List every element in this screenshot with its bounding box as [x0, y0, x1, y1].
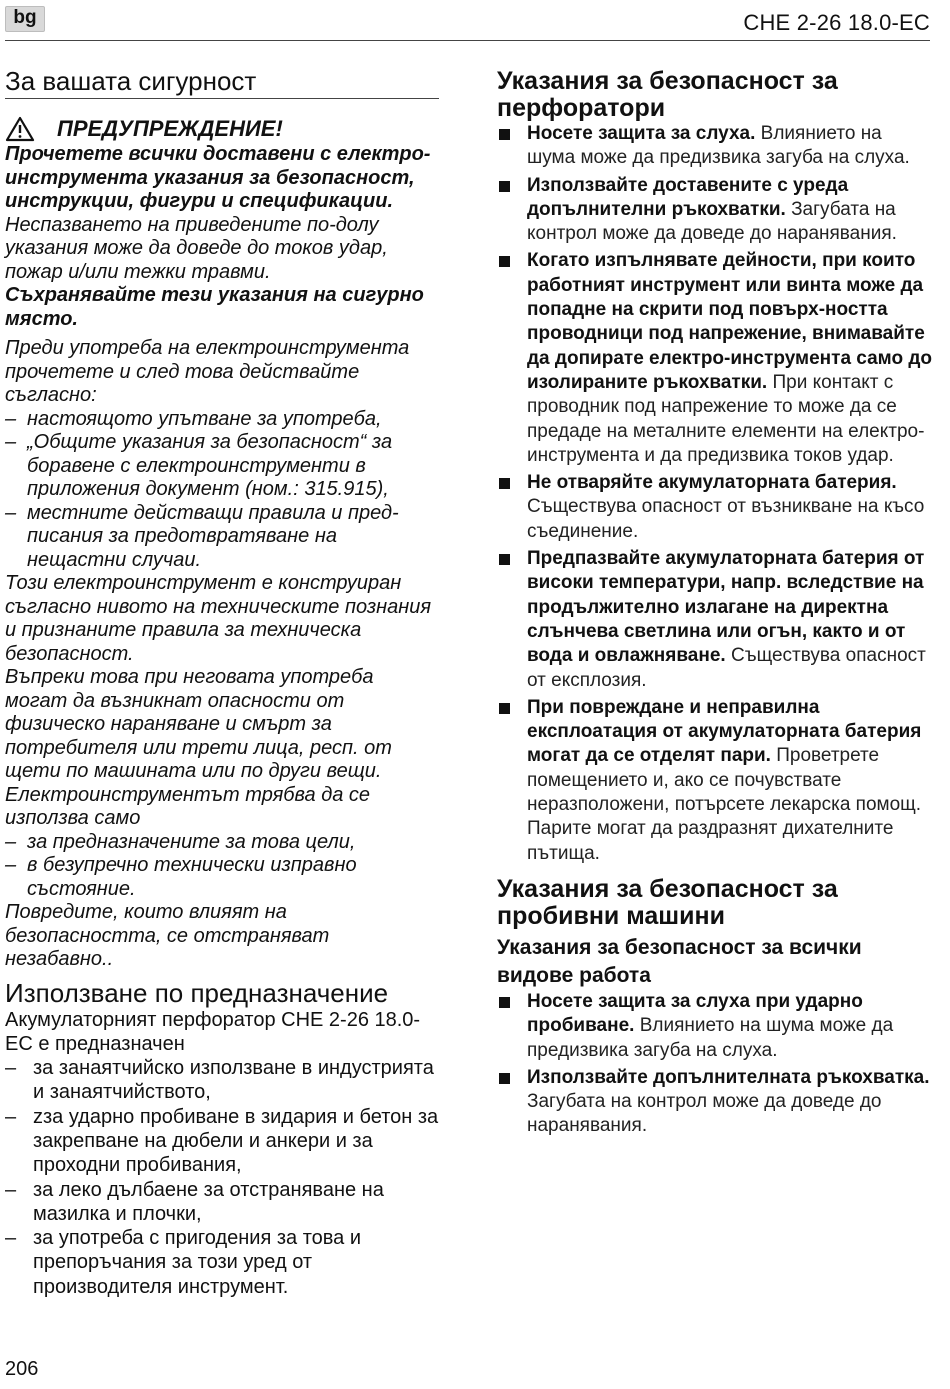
warning-read-all: Прочетете всички доставени с електро-инструмента указания за безопасност, инструкции, фигури и спецификации.: [5, 143, 431, 212]
right-column: [497, 68, 933, 1142]
page-number: 206: [5, 1358, 39, 1380]
list-item: – за употреба с пригодения за това и препоръчания за този уред от производителя инструмент.: [5, 1227, 361, 1298]
list-item: Използвайте допълнителната ръкохватка. Загубата на контрол може да доведе до наранявания.: [497, 1066, 933, 1139]
bullet-square-icon: [499, 703, 510, 714]
despite-text: Въпреки това при неговата употреба могат да възникнат опасности от физическо нараняване и смърт за потребителя или трети лица, респ. от щети по машината или по други вещи.: [5, 666, 392, 782]
list-item: Използвайте доставените с уреда допълнителни ръкохватки. Загубата на контрол може да доведе до наранявания.: [497, 174, 933, 247]
drill-safety-title: Указания за безопасност за пробивни машини: [497, 874, 838, 930]
model-name: CHE 2-26 18.0-EC: [743, 10, 930, 35]
before-use-text: Преди употреба на електроинструмента прочетете и след това действайте съгласно:: [5, 337, 410, 406]
bullet-square-icon: [499, 478, 510, 489]
use-only-text: Електроинструментът трябва да се използва само: [5, 783, 371, 829]
list-item: Носете защита за слуха. Влиянието на шума може да предизвика загуба на слуха.: [497, 122, 933, 171]
bullet-square-icon: [499, 129, 510, 140]
bullet-square-icon: [499, 1073, 510, 1084]
damage-text: Повредите, които влияят на безопасността, се отстраняват незабавно..: [5, 901, 330, 970]
list-item: При повреждане и неправилна експлоатация от акумулаторната батерия могат да се отделят пари. Проветрете помещението и, ако се почувствате неразположени, потърсете лекарска помощ. Парите могат да раздразнят дихателните пътища.: [497, 696, 933, 866]
list-item: – настоящото упътване за употреба,: [5, 407, 382, 430]
intended-use-title: Използване по предназначение: [5, 977, 389, 1008]
list-item: – местните действащи правила и пред-писания за предотвратяване на нещастни случаи.: [5, 501, 399, 571]
list-item: Когато изпълнявате дейности, при които работният инструмент или винта може да попадне на скрити под повърх-ността проводници под напрежение, внимавайте да допирате електро-инструмента само до изолираните ръкохватки. При контакт с проводник под напрежение то може да се предаде на металните елементи на електро-инструмента и да предизвика токов удар.: [497, 249, 933, 468]
header-divider: [5, 40, 930, 41]
list-item: – „Общите указания за безопасност“ за боравене с електроинструменти в приложения документ (ном.: 315.915),: [5, 431, 393, 500]
list-item: – в безупречно технически изправно състояние.: [5, 854, 357, 900]
safety-title: За вашата сигурност: [5, 66, 439, 99]
left-column: [5, 60, 439, 1299]
warning-consequences: Неспазването на приведените по-долу указания може да доведе до токов удар, пожар и/или тежки травми.: [5, 213, 388, 283]
list-item: – zза ударно пробиване в зидария и бетон за закрепване на дюбели и анкери и за проходни пробивания,: [5, 1105, 439, 1177]
warning-label: ПРЕДУПРЕЖДЕНИЕ!: [57, 116, 283, 141]
warning-keep-safe: Съхранявайте тези указания на сигурно място.: [5, 284, 424, 330]
bullet-square-icon: [499, 256, 510, 267]
bullet-square-icon: [499, 997, 510, 1008]
designed-text: Този електроинструмент е конструиран съгласно нивото на техническите познания и признаните правила за техническа безопасност.: [5, 572, 432, 665]
list-item: Предпазвайте акумулаторната батерия от високи температури, напр. вследствие на продължително излагане на директна слънчева светлина или огън, както и от вода и овлажняване. Съществува опасност от експлозия.: [497, 547, 933, 693]
list-item: – за занаятчийско използване в индустрията и занаятчийството,: [5, 1057, 434, 1104]
hammer-safety-title: Указания за безопасност за перфоратори: [497, 67, 838, 122]
warning-heading: [5, 115, 439, 143]
bullet-square-icon: [499, 181, 510, 192]
all-work-subtitle: Указания за безопасност за всички видове работа: [497, 935, 862, 987]
list-item: Носете защита за слуха при ударно пробиване. Влиянието на шума може да предизвика загуба на слуха.: [497, 990, 933, 1063]
list-item: – за леко дълбаене за отстраняване на мазилка и плочки,: [5, 1178, 384, 1225]
list-item: – за предназначените за това цели,: [5, 830, 356, 853]
list-item: Не отваряйте акумулаторната батерия. Съществува опасност от възникване на късо съединение.: [497, 471, 933, 544]
bullet-square-icon: [499, 554, 510, 565]
intended-use-intro: Акумулаторният перфоратор CHE 2-26 18.0-EC е предназначен: [5, 1008, 421, 1055]
language-tag: bg: [5, 6, 45, 32]
warning-triangle-icon: [5, 116, 35, 142]
